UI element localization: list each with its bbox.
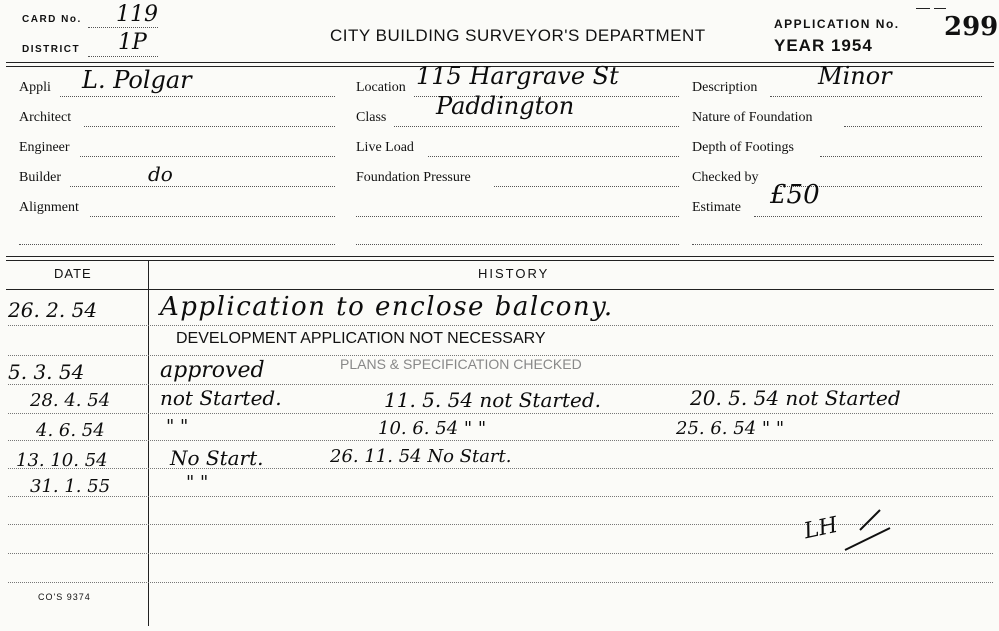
history-entry-2: 10. 6. 54 " " [378,418,487,439]
history-date: 28. 4. 54 [30,390,111,411]
district-label: DISTRICT [22,44,81,55]
history-stamp: DEVELOPMENT APPLICATION NOT NECESSARY [176,330,546,347]
history-date: 31. 1. 55 [30,476,111,497]
district-value: 1P [118,30,147,55]
checked-label: Checked by [692,170,759,185]
history-entry-3: 20. 5. 54 not Started [690,386,901,410]
history-entry: not Started. [160,386,282,410]
estimate-label: Estimate [692,200,741,215]
applicant-label: Appli [19,80,51,95]
location-label: Location [356,80,406,95]
date-header: DATE [54,266,92,281]
signature-stroke [840,500,900,560]
history-entry: " " [186,472,209,493]
history-entry: approved [160,358,265,383]
card-no-value: 119 [116,2,158,27]
builder-value: do [148,162,173,186]
applicant-value: L. Polgar [82,66,192,94]
history-header: HISTORY [478,266,550,281]
department-title: CITY BUILDING SURVEYOR'S DEPARTMENT [330,26,706,45]
architect-label: Architect [19,110,72,125]
initials: LH [801,512,841,545]
history-entry-3: 25. 6. 54 " " [676,418,785,439]
nature-label: Nature of Foundation [692,110,813,125]
description-value: Minor [818,62,892,90]
history-date: 26. 2. 54 [8,298,98,322]
foundation-pressure-label: Foundation Pressure [356,170,471,185]
application-no-label: APPLICATION No. [774,17,900,31]
history-date: 13. 10. 54 [16,450,108,471]
card-no-label: CARD No. [22,14,82,25]
alignment-label: Alignment [19,200,79,215]
builder-label: Builder [19,170,61,185]
history-entry: No Start. [170,446,264,470]
estimate-value: £50 [770,180,820,210]
plans-checked-stamp: PLANS & SPECIFICATION CHECKED [340,356,582,372]
form-code: CO'S 9374 [38,592,91,602]
history-date: 4. 6. 54 [36,420,105,441]
application-no-value: 299 [944,12,999,42]
history-entry-2: 26. 11. 54 No Start. [330,446,512,467]
year: YEAR 1954 [774,36,873,55]
history-entry: " " [166,416,189,437]
history-date: 5. 3. 54 [8,360,85,384]
live-load-label: Live Load [356,140,414,155]
history-entry: Application to enclose balcony. [160,292,614,322]
class-label: Class [356,110,387,125]
engineer-label: Engineer [19,140,70,155]
description-label: Description [692,80,758,95]
history-entry-2: 11. 5. 54 not Started. [384,388,601,412]
class-value: Paddington [436,92,575,120]
location-value: 115 Hargrave St [416,62,619,90]
depth-label: Depth of Footings [692,140,794,155]
